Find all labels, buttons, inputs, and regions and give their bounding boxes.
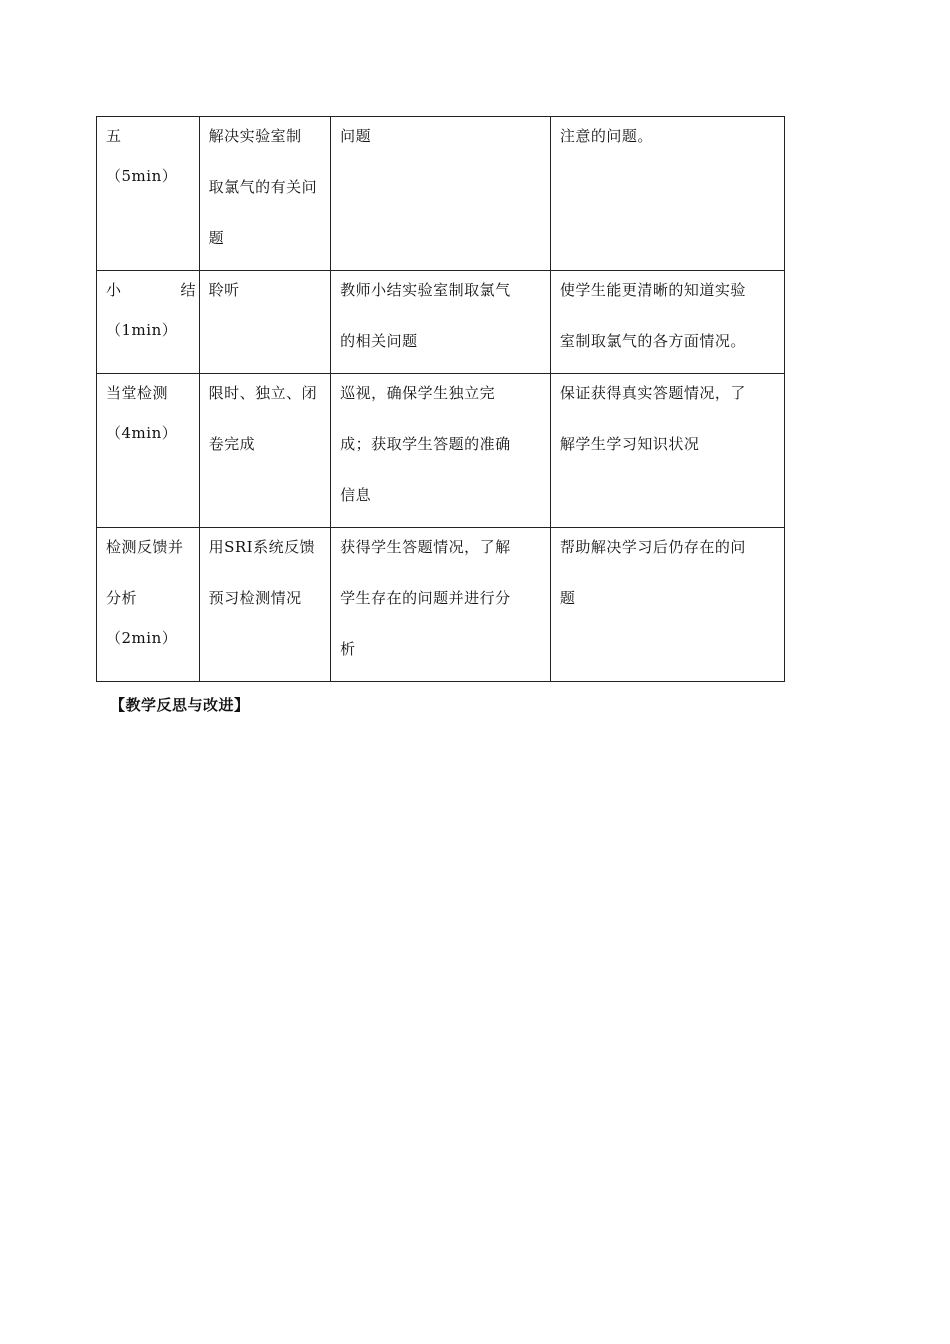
cell-line: 信息 [340, 486, 372, 504]
cell-line: 巡视，确保学生独立完 [340, 384, 496, 402]
stage-duration: （4min） [106, 424, 178, 442]
cell-line: 注意的问题。 [559, 127, 653, 145]
stage-name: 检测反馈并 [106, 538, 184, 556]
cell-line: 学生存在的问题并进行分 [340, 589, 511, 607]
cell-line: 卷完成 [208, 435, 256, 453]
stage-name-part: 结 [180, 281, 196, 299]
cell-line: 教师小结实验室制取氯气 [340, 281, 511, 299]
stage-cell [97, 271, 200, 374]
stage-name [106, 265, 196, 316]
student-activity-cell [199, 528, 331, 682]
cell-line: 题 [559, 589, 576, 607]
purpose-cell [550, 528, 784, 682]
student-activity-cell [199, 374, 331, 528]
reflection-heading: 【教学反思与改进】 [110, 696, 250, 714]
lesson-plan-table [96, 116, 785, 682]
cell-line: 成；获取学生答题的准确 [340, 435, 511, 453]
stage-name: 分析 [106, 589, 138, 607]
cell-line: 问题 [340, 127, 372, 145]
cell-line: 解决实验室制 [208, 127, 302, 145]
table-row [97, 271, 785, 374]
stage-cell [97, 528, 200, 682]
stage-name: 当堂检测 [106, 384, 169, 402]
teacher-activity-cell [331, 374, 551, 528]
table-row [97, 117, 785, 271]
cell-line: 析 [340, 640, 356, 658]
cell-line: 题 [208, 229, 225, 247]
cell-line: 获得学生答题情况，了解 [340, 538, 511, 556]
stage-duration: （5min） [106, 167, 178, 185]
cell-line: 预习检测情况 [208, 589, 302, 607]
table-row [97, 528, 785, 682]
purpose-cell [550, 117, 784, 271]
purpose-cell [550, 374, 784, 528]
cell-line: 取氯气的有关问 [208, 178, 318, 196]
stage-duration: （2min） [106, 629, 178, 647]
student-activity-cell [199, 271, 331, 374]
cell-line: 室制取氯气的各方面情况。 [559, 332, 746, 350]
cell-line: 用SRI系统反馈 [208, 538, 316, 556]
stage-cell [97, 374, 200, 528]
cell-line: 限时、独立、闭 [208, 384, 318, 402]
cell-line: 使学生能更清晰的知道实验 [559, 281, 746, 299]
cell-line: 解学生学习知识状况 [559, 435, 700, 453]
stage-name: 五 [106, 127, 122, 145]
purpose-cell [550, 271, 784, 374]
stage-cell [97, 117, 200, 271]
cell-line: 保证获得真实答题情况，了 [559, 384, 746, 402]
stage-duration: （1min） [106, 321, 178, 339]
teacher-activity-cell [331, 117, 551, 271]
table-row [97, 374, 785, 528]
student-activity-cell [199, 117, 331, 271]
cell-line: 聆听 [208, 281, 240, 299]
teacher-activity-cell [331, 528, 551, 682]
teacher-activity-cell [331, 271, 551, 374]
cell-line: 的相关问题 [340, 332, 418, 350]
stage-name-part: 小 [106, 281, 122, 299]
cell-line: 帮助解决学习后仍存在的问 [559, 538, 746, 556]
